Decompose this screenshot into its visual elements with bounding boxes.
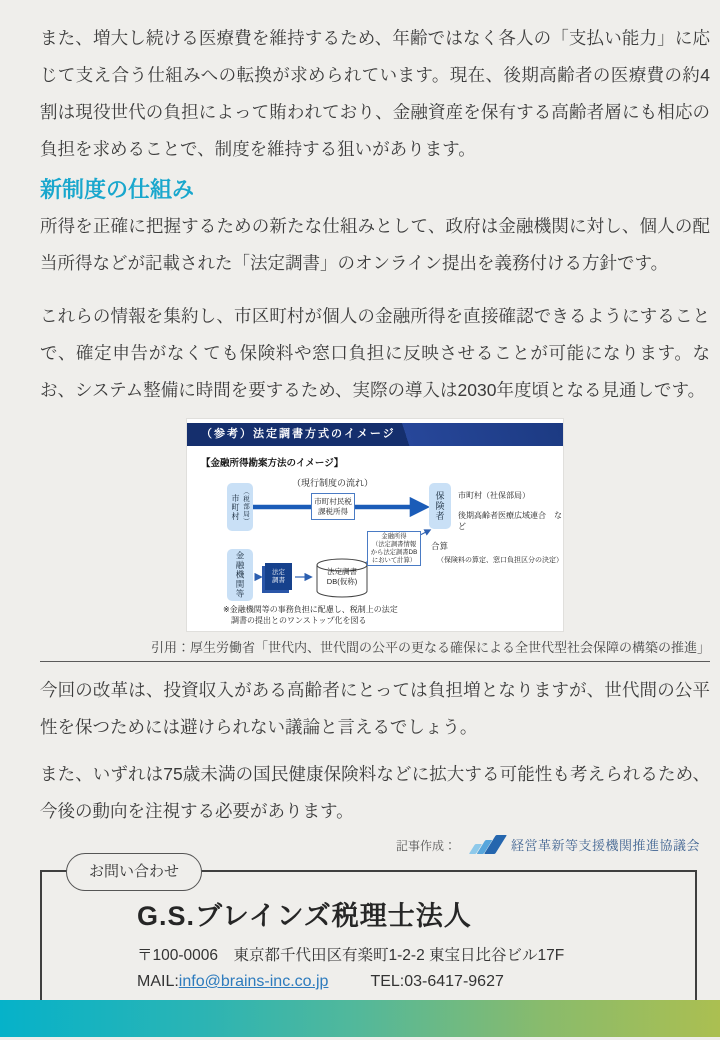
paragraph-reform-impact: 今回の改革は、投資収入がある高齢者にとっては負担増となりますが、世代間の公平性を保つためには避けられない議論と言えるでしょう。 [40, 680, 710, 737]
company-address: 〒100-0006 東京都千代田区有楽町1-2-2 東宝日比谷ビル17F [137, 947, 565, 964]
box-insurer-label: 保険者 [434, 491, 445, 521]
fi-line1: 金融所得 [381, 532, 407, 540]
stack-line1: 法定 [272, 568, 285, 576]
company-name: G.S.ブレインズ税理士法人 [137, 901, 472, 931]
aggregation-label: 合算 [431, 541, 449, 551]
paragraph-income-reporting: 所得を正確に把握するための新たな仕組みとして、政府は金融機関に対し、個人の配当所得などが記載された「法定調書」のオンライン提出を義務付ける方針です。 [40, 216, 710, 273]
tax-box-line1: 市町村民税 [314, 497, 352, 506]
box-municipality-tax-dept [227, 483, 253, 531]
mail-entry [137, 973, 328, 991]
email-link[interactable]: info@brains-inc.co.jp [178, 973, 329, 990]
fi-line4: において計算） [371, 556, 417, 564]
mail-label: MAIL: [137, 973, 179, 990]
diagram-footnote-line2: 調書の提出とのワンストップ化を図る [223, 616, 367, 625]
fi-line2: （法定調書情報 [371, 540, 417, 548]
paragraph-data-aggregation: これらの情報を集約し、市区町村が個人の金融所得を直接確認できるようにすることで、確定申告がなくても保険料や窓口負担に反映させることが可能になります。なお、システム整備に時間を要するため、実際の導入は2030年度頃となる見通しです。 [40, 306, 710, 400]
diagram-title-bar: （参考）法定調書方式のイメージ [187, 423, 563, 446]
contact-pill-label: お問い合わせ [66, 853, 202, 891]
diagram-footnote [223, 604, 398, 626]
insurer-detail-2: 後期高齢者医療広域連合 など [458, 511, 562, 531]
box-municipal-taxable-income [311, 493, 355, 520]
source-citation: 引用：厚生労働省「世代内、世代間の公平の更なる確保による全世代型社会保障の構築の推進」 [150, 640, 710, 655]
contact-details [137, 973, 685, 991]
reference-diagram [187, 419, 563, 631]
db-label-line1: 法定調書 [327, 567, 357, 576]
credit-organization: 経営革新等支援機関推進協議会 [510, 838, 700, 853]
stack-line2: 調書 [272, 576, 285, 584]
current-system-flow-label: （現行制度の流れ） [292, 478, 374, 488]
section-heading-new-system: 新制度の仕組み [40, 177, 195, 202]
paragraph-medical-costs: また、増大し続ける医療費を維持するため、年齢ではなく各人の「支払い能力」に応じて支え合う仕組みへの転換が求められています。現在、後期高齢者の医療費の約4割は現役世代の負担によって賄われており、金融資産を保有する高齢者層にも相応の負担を求めることで、制度を維持する狙いがあります。 [40, 28, 710, 159]
db-label-line2: DB(仮称) [326, 576, 358, 586]
legal-report-documents-icon [265, 563, 292, 590]
database-label [317, 567, 367, 586]
box-insurer [429, 483, 451, 529]
tax-box-line2: 課税所得 [318, 506, 348, 516]
diagram-subtitle: 【金融所得勘案方法のイメージ】 [201, 458, 344, 469]
box-financial-income-calc [367, 531, 421, 566]
box-municipality-label: 市町村 [231, 493, 240, 521]
insurer-detail-1: 市町村（社保部局） [458, 491, 530, 500]
aggregation-note: （保険料の算定、窓口負担区分の決定） [437, 557, 563, 564]
association-logo-icon [472, 835, 501, 854]
diagram-footnote-line1: ※金融機関等の事務負担に配慮し、税制上の法定 [223, 605, 398, 614]
footer-gradient-bar [0, 1000, 720, 1037]
fi-line3: から法定調書DB [370, 548, 418, 556]
contact-box [40, 863, 697, 1009]
tel-entry: TEL:03-6417-9627 [370, 973, 504, 990]
box-financial-institutions [227, 549, 253, 601]
section-divider [40, 661, 710, 662]
box-municipality-sublabel: （税部局） [242, 488, 249, 526]
box-financial-institutions-label: 金融機関等 [235, 551, 245, 599]
credit-label: 記事作成： [395, 839, 456, 853]
paragraph-future-outlook: また、いずれは75歳未満の国民健康保険料などに拡大する可能性も考えられるため、今後の動向を注視する必要があります。 [40, 764, 710, 821]
